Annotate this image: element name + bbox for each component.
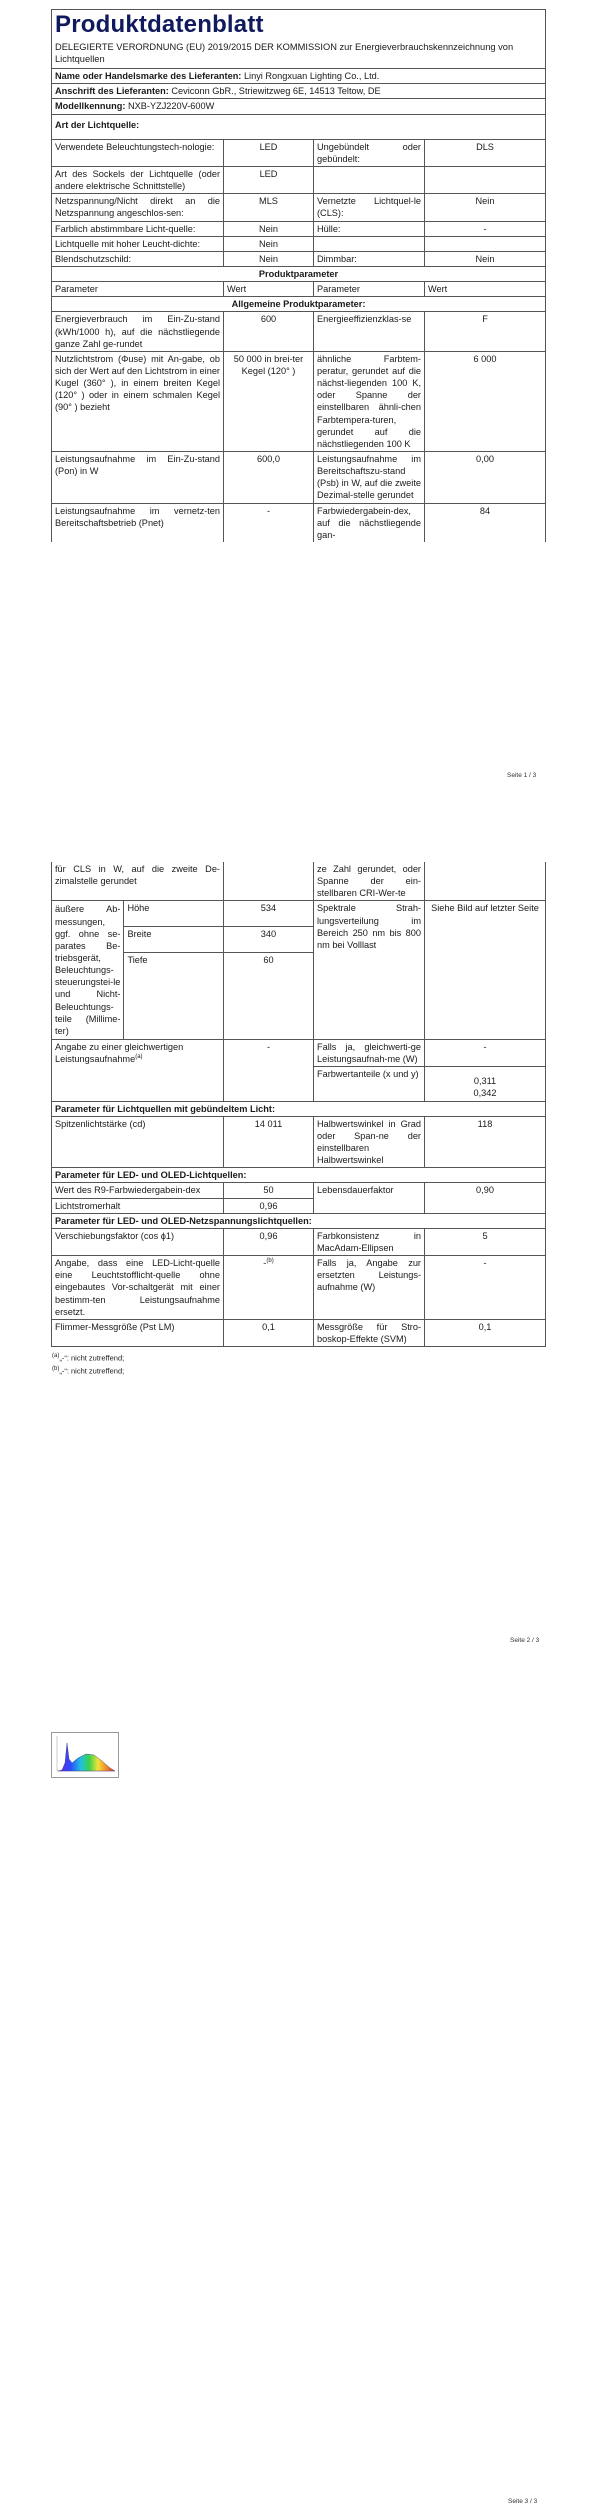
replacement-label: Angabe, dass eine LED-Licht-quelle eine Leuchtstofflicht-quelle ohne eingebautes Vor-schaltgerät mit einer bestimm-ten Leistungsaufnahme ersetzt.	[52, 1256, 224, 1320]
row-label: Leistungsaufnahme im vernetz-ten Bereitschaftsbetrieb (Pnet)	[52, 503, 224, 542]
document-title: Produktdatenblatt	[55, 11, 264, 38]
survival-factor-value: 0,90	[425, 1183, 546, 1213]
supplier-name-value: Linyi Rongxuan Lighting Co., Ltd.	[243, 71, 380, 82]
parameters-table-continued	[51, 862, 546, 1347]
supplier-name-row	[52, 69, 546, 84]
row-value: -	[224, 503, 314, 542]
falls-label: Falls ja, gleichwerti-ge Leistungsaufnah-me (W)	[314, 1039, 425, 1066]
page-number: Seite 1 / 3	[507, 772, 537, 779]
table-row	[52, 236, 546, 251]
stroboscopic-value: 0,1	[425, 1319, 546, 1346]
directional-section-heading: Parameter für Lichtquellen mit gebündeltem Licht:	[52, 1101, 546, 1116]
product-parameters-heading: Produktparameter	[52, 266, 546, 281]
lumen-maintenance-value: 0,96	[224, 1198, 314, 1213]
replaced-power-value: -	[425, 1256, 546, 1320]
model-label: Modellkennung:	[55, 101, 126, 112]
row-label: Leistungsaufnahme im Ein-Zu-stand (Pon) in W	[52, 451, 224, 503]
row-label: Blendschutzschild:	[52, 251, 224, 266]
row-value	[425, 167, 546, 194]
general-parameters-heading: Allgemeine Produktparameter:	[52, 297, 546, 312]
dimensions-cell	[52, 901, 314, 1040]
led-section-heading: Parameter für LED- und OLED-Lichtquellen:	[52, 1168, 546, 1183]
table-row	[52, 1183, 546, 1198]
dim-value: 534	[223, 901, 313, 926]
dim-name: Breite	[124, 926, 224, 952]
table-row	[52, 194, 546, 221]
row-value: 6 000	[425, 351, 546, 451]
chromaticity-label: Farbwertanteile (x und y)	[314, 1067, 425, 1101]
row-label: Energieverbrauch im Ein-Zu-stand (kWh/1000 h), auf die nächstliegende ganze Zahl ge-rundet	[52, 312, 224, 351]
row-value: Nein	[425, 251, 546, 266]
page-number: Seite 3 / 3	[508, 2498, 538, 2505]
row-label: Dimmbar:	[314, 251, 425, 266]
light-source-type-heading: Art der Lichtquelle:	[52, 114, 546, 139]
falls-value: -	[425, 1039, 546, 1066]
peak-intensity-label: Spitzenlichtstärke (cd)	[52, 1116, 224, 1168]
displacement-factor-label: Verschiebungsfaktor (cos ϕ1)	[52, 1228, 224, 1255]
row-label: Nutzlichtstrom (Φuse) mit An-gabe, ob sich der Wert auf den Lichtstrom in einer Kugel (360° ), in einem breiten Kegel (120° ) oder in einem schmalen Kegel (90° ) bezieht	[52, 351, 224, 451]
row-value: DLS	[425, 139, 546, 166]
model-row	[52, 99, 546, 114]
table-row	[52, 312, 546, 351]
table-row	[52, 221, 546, 236]
replaced-power-label: Falls ja, Angabe zur ersetzten Leistungs-aufnahme (W)	[314, 1256, 425, 1320]
dim-name: Tiefe	[124, 952, 224, 977]
row-value: F	[425, 312, 546, 351]
chromaticity-value: 0,311 0,342	[425, 1067, 546, 1101]
row-value: 600,0	[224, 451, 314, 503]
equivalent-power-value: -	[224, 1039, 314, 1101]
survival-factor-label: Lebensdauerfaktor	[314, 1183, 425, 1213]
sheet-1	[51, 9, 545, 542]
supplier-address-label: Anschrift des Lieferanten:	[55, 86, 169, 97]
flicker-value: 0,1	[224, 1319, 314, 1346]
table-row	[52, 451, 546, 503]
col-header-parameter: Parameter	[314, 282, 425, 297]
displacement-factor-value: 0,96	[224, 1228, 314, 1255]
footnote-b: $^{(b)}$„-“: nicht zutreffend;	[52, 1365, 125, 1376]
row-label: für CLS in W, auf die zweite De-zimalstelle gerundet	[52, 862, 224, 901]
row-label	[314, 236, 425, 251]
flicker-label: Flimmer-Messgröße (Pst LM)	[52, 1319, 224, 1346]
color-consistency-value: 5	[425, 1228, 546, 1255]
row-label: Ungebündelt oder gebündelt:	[314, 139, 425, 166]
dim-value: 340	[223, 926, 313, 952]
row-label: Vernetzte Lichtquel-le (CLS):	[314, 194, 425, 221]
color-consistency-label: Farbkonsistenz in MacAdam-Ellipsen	[314, 1228, 425, 1255]
dim-value: 60	[223, 952, 313, 977]
table-row	[52, 1039, 546, 1066]
col-header-parameter: Parameter	[52, 282, 224, 297]
sheet-2	[51, 862, 545, 1377]
row-label: ähnliche Farbtem-peratur, gerundet auf die nächst-liegenden 100 K, oder Spanne der einstellbaren ähnli-chen Farbtempera-turen, gerundet auf die nächstliegenden 100 K	[314, 351, 425, 451]
row-value: -	[425, 221, 546, 236]
row-value: Nein	[224, 236, 314, 251]
row-value: 0,00	[425, 451, 546, 503]
replacement-value: -$^{(b)}$	[224, 1256, 314, 1320]
row-label: ze Zahl gerundet, oder Spanne der ein-stellbaren CRI-Wer-te	[314, 862, 425, 901]
light-source-table	[51, 139, 546, 542]
row-label: Art des Sockels der Lichtquelle (oder andere elektrische Schnittstelle)	[52, 167, 224, 194]
dim-spacer	[223, 977, 313, 1039]
row-value: Nein	[224, 221, 314, 236]
beam-angle-value: 118	[425, 1116, 546, 1168]
row-label: Verwendete Beleuchtungstech-nologie:	[52, 139, 224, 166]
header-table	[51, 9, 546, 140]
table-row	[52, 351, 546, 451]
dim-name: Höhe	[124, 901, 224, 926]
dimensions-table	[52, 901, 313, 1039]
row-value: Nein	[425, 194, 546, 221]
row-label: Farblich abstimmbare Licht-quelle:	[52, 221, 224, 236]
footnote-a: $^{(a)}$„-“: nicht zutreffend;	[52, 1353, 125, 1363]
spectral-value: Siehe Bild auf letzter Seite	[425, 901, 546, 1040]
row-value: LED	[224, 139, 314, 166]
table-header-row	[52, 282, 546, 297]
row-value	[425, 236, 546, 251]
row-value: 50 000 in brei-ter Kegel (120° )	[224, 351, 314, 451]
row-label: Leistungsaufnahme im Bereitschaftszu-stand (Psb) in W, auf die zweite Dezimal-stelle gerundet	[314, 451, 425, 503]
r9-value: 50	[224, 1183, 314, 1198]
table-row	[52, 503, 546, 542]
table-row	[52, 251, 546, 266]
table-row	[52, 1256, 546, 1320]
table-row	[52, 862, 546, 901]
page-number: Seite 2 / 3	[510, 1637, 540, 1644]
mains-section-heading: Parameter für LED- und OLED-Netzspannungslichtquellen:	[52, 1213, 546, 1228]
dim-spacer	[124, 977, 224, 1039]
row-label: Hülle:	[314, 221, 425, 236]
dimensions-label: äußere Ab-messungen, ggf. ohne se-parates Be-triebsgerät, Beleuchtungs-steuerungstei-le und Nicht-Beleuchtungs-teile (Millime-ter)	[52, 901, 124, 1039]
beam-angle-label: Halbwertswinkel in Grad oder Span-ne der einstellbaren Halbwertswinkel	[314, 1116, 425, 1168]
row-label: Energieeffizienzklas-se	[314, 312, 425, 351]
table-row	[52, 139, 546, 166]
page-3	[0, 1720, 591, 2510]
row-value: Nein	[224, 251, 314, 266]
row-value: LED	[224, 167, 314, 194]
supplier-address-value: Ceviconn GbR., Striewitzweg 6E, 14513 Teltow, DE	[171, 86, 381, 97]
model-value: NXB-YZJ220V-600W	[128, 101, 215, 112]
supplier-address-row	[52, 84, 546, 99]
dimensions-row	[52, 901, 546, 1040]
row-label: Netzspannung/Nicht direkt an die Netzspannung angeschlos-sen:	[52, 194, 224, 221]
col-header-value: Wert	[425, 282, 546, 297]
table-row	[52, 1319, 546, 1346]
supplier-name-label: Name oder Handelsmarke des Lieferanten:	[55, 71, 242, 82]
row-value: 84	[425, 503, 546, 542]
table-row	[52, 1116, 546, 1168]
page-1	[0, 0, 591, 790]
page-2	[0, 862, 591, 1742]
document-subtitle: DELEGIERTE VERORDNUNG (EU) 2019/2015 DER KOMMISSION zur Energieverbrauchskennzeichnung von Lichtquellen	[55, 42, 514, 65]
row-value: 600	[224, 312, 314, 351]
stroboscopic-label: Messgröße für Stro-boskop-Effekte (SVM)	[314, 1319, 425, 1346]
row-label: Farbwiedergabein-dex, auf die nächstliegende gan-	[314, 503, 425, 542]
peak-intensity-value: 14 011	[224, 1116, 314, 1168]
row-value	[425, 862, 546, 901]
lumen-maintenance-label: Lichtstromerhalt	[52, 1198, 224, 1213]
row-label: Lichtquelle mit hoher Leucht-dichte:	[52, 236, 224, 251]
table-row	[52, 167, 546, 194]
row-value: MLS	[224, 194, 314, 221]
row-value	[224, 862, 314, 901]
table-row	[52, 1228, 546, 1255]
spectrum-image	[51, 1732, 119, 1778]
equivalent-power-label: Angabe zu einer gleichwertigen Leistungsaufnahme$^{(a)}$	[52, 1039, 224, 1101]
r9-label: Wert des R9-Farbwiedergabein-dex	[52, 1183, 224, 1198]
row-label	[314, 167, 425, 194]
col-header-value: Wert	[224, 282, 314, 297]
spectral-label: Spektrale Strah-lungsverteilung im Bereich 250 nm bis 800 nm bei Volllast	[314, 901, 425, 1040]
spectrum-graphic	[52, 1733, 118, 1777]
